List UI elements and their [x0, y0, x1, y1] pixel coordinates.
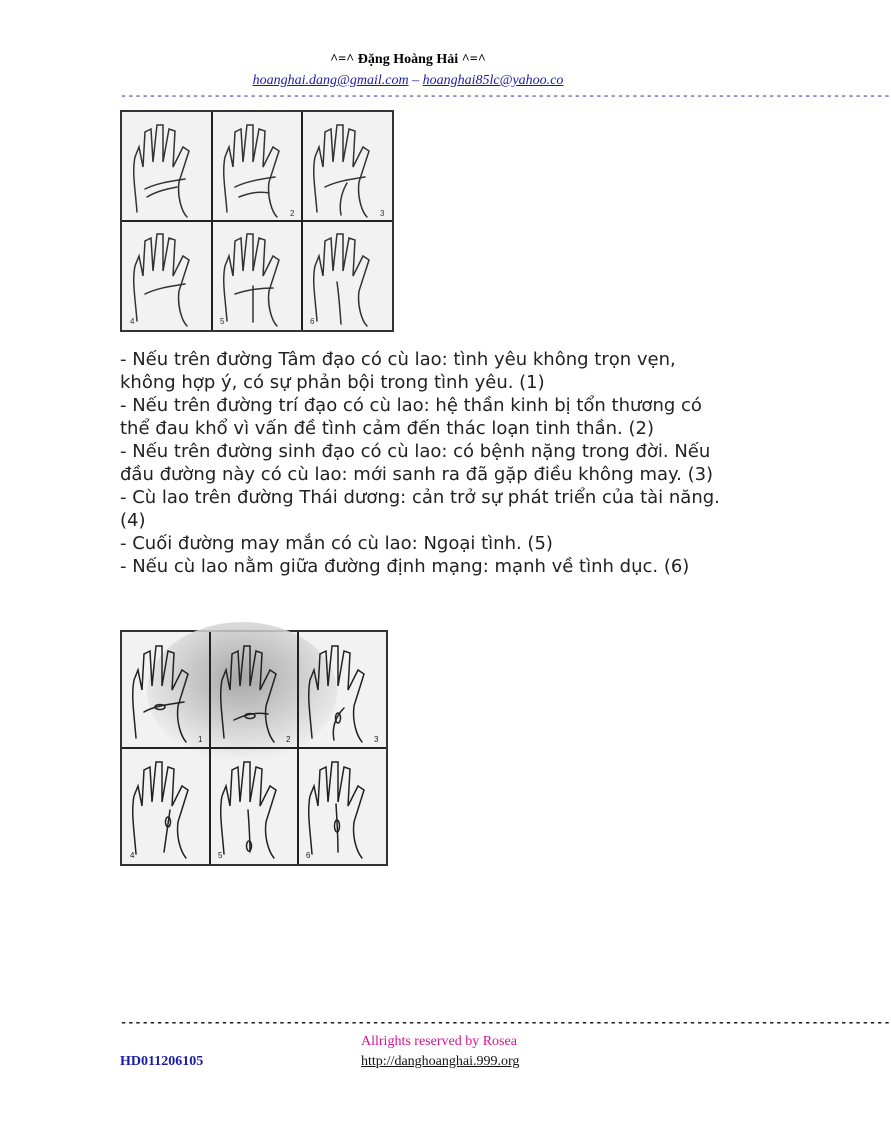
paragraph-6: - Nếu cù lao nằm giữa đường định mạng: mạnh về tình dục. (6) [120, 556, 690, 577]
email-link-gmail[interactable]: hoanghai.dang@gmail.com [252, 73, 409, 88]
palm-diagram-figure-2 [120, 630, 388, 866]
fig2-panel-label-6: 6 [306, 851, 311, 860]
email-link-yahoo[interactable]: hoanghai85lc@yahoo.co [422, 73, 564, 88]
palm-diagram-figure-1 [120, 110, 394, 332]
fig1-panel-label-2: 2 [290, 209, 295, 218]
copyright-notice: Allrights reserved by Rosea [361, 1034, 517, 1049]
header-divider: ----------------------------------------------------------------------------------------------------------- [120, 89, 891, 103]
document-id: HD011206105 [120, 1054, 204, 1069]
fig2-panel-label-2: 2 [286, 735, 291, 744]
fig1-panel-label-6: 6 [310, 317, 315, 326]
footer-divider: ----------------------------------------------------------------------------------------------------------- [120, 1016, 891, 1030]
paragraph-3: - Nếu trên đường sinh đạo có cù lao: có bệnh nặng trong đời. Nếu đầu đường này có cù lao: mới sanh ra đã gặp điều không may. (3) [120, 441, 714, 485]
paragraph-2: - Nếu trên đường trí đạo có cù lao: hệ thần kinh bị tổn thương có thể đau khổ vì vấn đề tình cảm đến thác loạn tinh thần. (2) [120, 395, 702, 439]
fig2-panel-label-5: 5 [218, 851, 223, 860]
header-title: ^=^ Đặng Hoàng Hải ^=^ [330, 52, 486, 67]
body-text [120, 348, 720, 578]
paragraph-4: - Cù lao trên đường Thái dương: cản trở sự phát triển của tài năng. (4) [120, 487, 720, 531]
fig1-panel-label-4: 4 [130, 317, 135, 326]
fig2-panel-label-4: 4 [130, 851, 135, 860]
palm-grid-2 [122, 632, 386, 864]
paragraph-5: - Cuối đường may mắn có cù lao: Ngoại tình. (5) [120, 533, 553, 554]
footer-website-link[interactable]: http://danghoanghai.999.org [361, 1054, 520, 1069]
fig1-panel-label-5: 5 [220, 317, 225, 326]
fig2-panel-label-3: 3 [374, 735, 379, 744]
fig2-panel-label-1: 1 [198, 735, 203, 744]
email-separator: – [408, 73, 423, 88]
palm-grid-1 [122, 112, 392, 330]
paragraph-1: - Nếu trên đường Tâm đạo có cù lao: tình yêu không trọn vẹn, không hợp ý, có sự phản bội trong tình yêu. (1) [120, 349, 676, 393]
fig1-panel-label-3: 3 [380, 209, 385, 218]
header-emails [0, 73, 816, 89]
